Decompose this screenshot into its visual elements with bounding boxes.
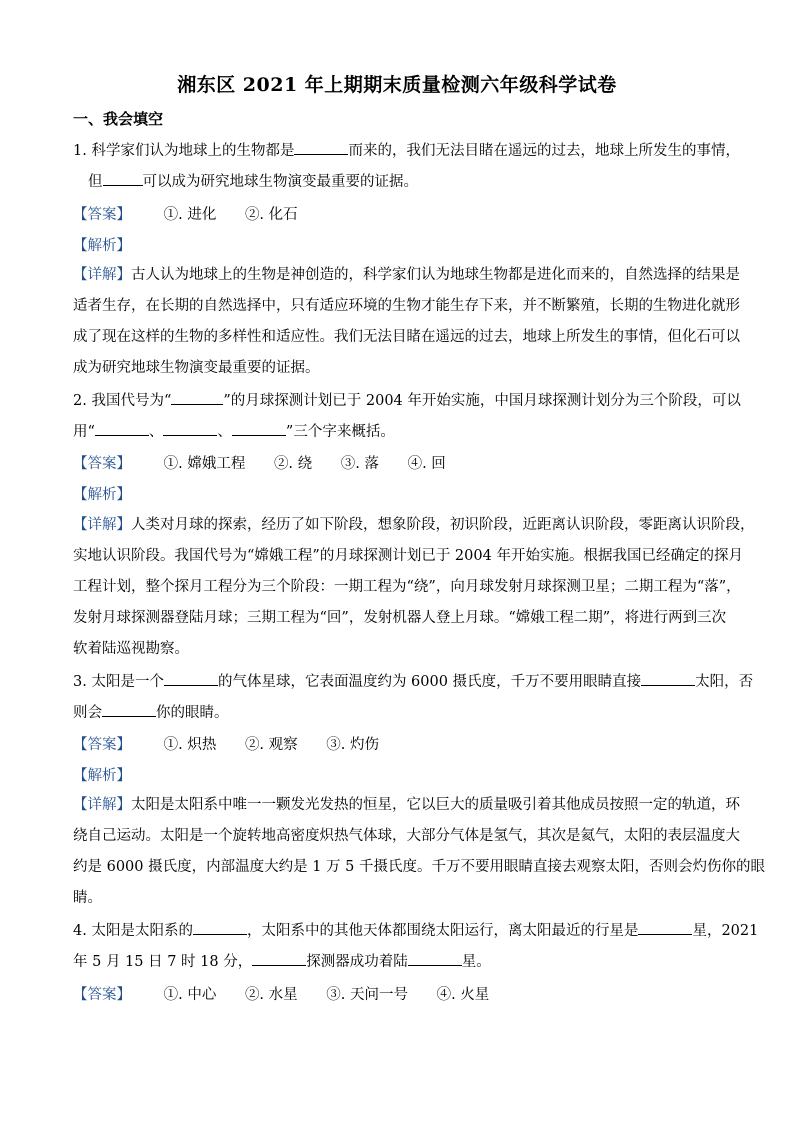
detail-2-line-3: 工程计划，整个探月工程分为三个阶段：一期工程为“绕”，向月球发射月球探测卫星；二期工程为“落”， xyxy=(73,579,741,595)
detail-text: 古人认为地球上的生物是神创造的，科学家们认为地球生物都是进化而来的，自然选择的结果是 xyxy=(131,267,740,283)
answer-item: ②. 化石 xyxy=(244,207,298,223)
answer-item: ①. 炽热 xyxy=(163,737,217,753)
question-1-line-2 xyxy=(88,171,738,192)
answer-tag: 【答案】 xyxy=(73,207,131,223)
answer-row-2 xyxy=(73,452,446,473)
answer-blank xyxy=(163,421,217,436)
separator: 、 xyxy=(217,424,232,440)
detail-1-line-1 xyxy=(73,265,740,285)
detail-1-line-2: 适者生存，在长期的自然选择中，只有适应环境的生物才能生存下来，并不断繁殖，长期的生物进化就形 xyxy=(73,298,740,314)
answer-blank xyxy=(164,671,218,686)
detail-tag: 【详解】 xyxy=(73,797,131,813)
q4-text: 探测器成功着陆 xyxy=(306,954,408,970)
q2-text: ”三个字来概括。 xyxy=(285,424,395,440)
answer-item: ①. 嫦娥工程 xyxy=(163,456,246,472)
answer-item: ②. 观察 xyxy=(244,737,298,753)
q3-text: 3. 太阳是一个 xyxy=(73,674,164,690)
detail-1-line-3: 成了现在这样的生物的多样性和适应性。我们无法目睹在遥远的过去，地球上所发生的事情，但化石可以 xyxy=(73,329,740,345)
q1-text: 1. 科学家们认为地球上的生物都是 xyxy=(73,143,295,159)
q3-text: 的气体星球，它表面温度约为 6000 摄氏度，千万不要用眼睛直接 xyxy=(217,674,642,690)
question-2-line-2 xyxy=(73,421,723,442)
analysis-tag: 【解析】 xyxy=(73,768,131,784)
analysis-tag: 【解析】 xyxy=(73,238,131,254)
analysis-tag: 【解析】 xyxy=(73,487,131,503)
answer-blank xyxy=(95,421,149,436)
detail-2-line-4: 发射月球探测器登陆月球；三期工程为“回”，发射机器人登上月球。“嫦娥工程二期”，将进行两到三次 xyxy=(73,610,727,626)
q3-text: 太阳，否 xyxy=(695,674,754,690)
answer-blank xyxy=(103,171,143,186)
question-4-line-1 xyxy=(73,920,759,941)
answer-item: ②. 水星 xyxy=(244,987,298,1003)
q1-text: 可以成为研究地球生物演变最重要的证据。 xyxy=(142,174,418,190)
question-4-line-2 xyxy=(73,951,723,972)
answer-item: ①. 进化 xyxy=(163,207,217,223)
q4-text: 星。 xyxy=(461,954,491,970)
q4-text: 年 5 月 15 日 7 时 18 分， xyxy=(73,954,253,970)
answer-tag: 【答案】 xyxy=(73,987,131,1003)
answer-tag: 【答案】 xyxy=(73,456,131,472)
detail-3-line-2: 绕自己运动。太阳是一个旋转地高密度炽热气体球，大部分气体是氢气，其次是氦气，太阳的表层温度大 xyxy=(73,828,740,844)
answer-item: ③. 落 xyxy=(340,456,379,472)
answer-item: ③. 天问一号 xyxy=(326,987,408,1003)
detail-3-line-3: 约是 6000 摄氏度，内部温度大约是 1 万 5 千摄氏度。千万不要用眼睛直接去观察太阳，否则会灼伤你的眼 xyxy=(73,859,766,875)
q2-text: 用“ xyxy=(73,424,95,440)
q4-text: 星，2021 xyxy=(692,923,759,939)
detail-1-line-4: 成为研究地球生物演变最重要的证据。 xyxy=(73,360,320,376)
q4-text: ，太阳系中的其他天体都围绕太阳运行，离太阳最近的行星是 xyxy=(246,923,639,939)
section-heading: 一、我会填空 xyxy=(73,110,164,128)
answer-blank xyxy=(641,671,695,686)
detail-text: 人类对月球的探索，经历了如下阶段，想象阶段，初识阶段，近距离认识阶段，零距离认识阶段， xyxy=(131,517,755,533)
detail-tag: 【详解】 xyxy=(73,517,131,533)
answer-blank xyxy=(102,702,156,717)
question-2-line-1 xyxy=(73,390,741,411)
question-1-line-1 xyxy=(73,140,740,161)
answer-item: ④. 回 xyxy=(407,456,446,472)
answer-blank xyxy=(193,920,247,935)
answer-row-1 xyxy=(73,203,298,224)
page-title: 湘东区 2021 年上期期末质量检测六年级科学试卷 xyxy=(177,74,617,96)
detail-3-line-1 xyxy=(73,795,740,815)
detail-2-line-1 xyxy=(73,515,755,535)
answer-item: ③. 灼伤 xyxy=(326,737,379,753)
q2-text: 2. 我国代号为“ xyxy=(73,393,172,409)
detail-tag: 【详解】 xyxy=(73,267,131,283)
answer-blank xyxy=(294,140,348,155)
detail-2-line-5: 软着陆巡视勘察。 xyxy=(73,641,189,657)
detail-2-line-2: 实地认识阶段。我国代号为“嫦娥工程”的月球探测计划已于 2004 年开始实施。根据我国已经确定的探月 xyxy=(73,548,743,564)
answer-row-4 xyxy=(73,983,489,1004)
q4-text: 4. 太阳是太阳系的 xyxy=(73,923,193,939)
answer-tag: 【答案】 xyxy=(73,737,131,753)
question-3-line-1 xyxy=(73,671,754,692)
answer-item: ④. 火星 xyxy=(436,987,490,1003)
answer-row-3 xyxy=(73,733,379,754)
answer-item: ①. 中心 xyxy=(163,987,217,1003)
answer-blank xyxy=(638,920,692,935)
q1-text: 而来的，我们无法目睹在遥远的过去，地球上所发生的事情， xyxy=(348,143,740,159)
answer-item: ②. 绕 xyxy=(273,456,313,472)
q3-text: 则会 xyxy=(73,705,102,721)
answer-blank xyxy=(252,951,306,966)
separator: 、 xyxy=(148,424,164,440)
question-3-line-2 xyxy=(73,702,723,723)
answer-blank xyxy=(232,421,286,436)
q1-text: 但 xyxy=(88,174,103,190)
q3-text: 你的眼睛。 xyxy=(156,705,229,721)
q2-text: ”的月球探测计划已于 2004 年开始实施，中国月球探测计划分为三个阶段，可以 xyxy=(223,393,741,409)
answer-blank xyxy=(171,390,223,405)
detail-3-line-4: 睛。 xyxy=(73,890,102,906)
detail-text: 太阳是太阳系中唯一一颗发光发热的恒星，它以巨大的质量吸引着其他成员按照一定的轨道，环 xyxy=(131,797,740,813)
answer-blank xyxy=(408,951,462,966)
